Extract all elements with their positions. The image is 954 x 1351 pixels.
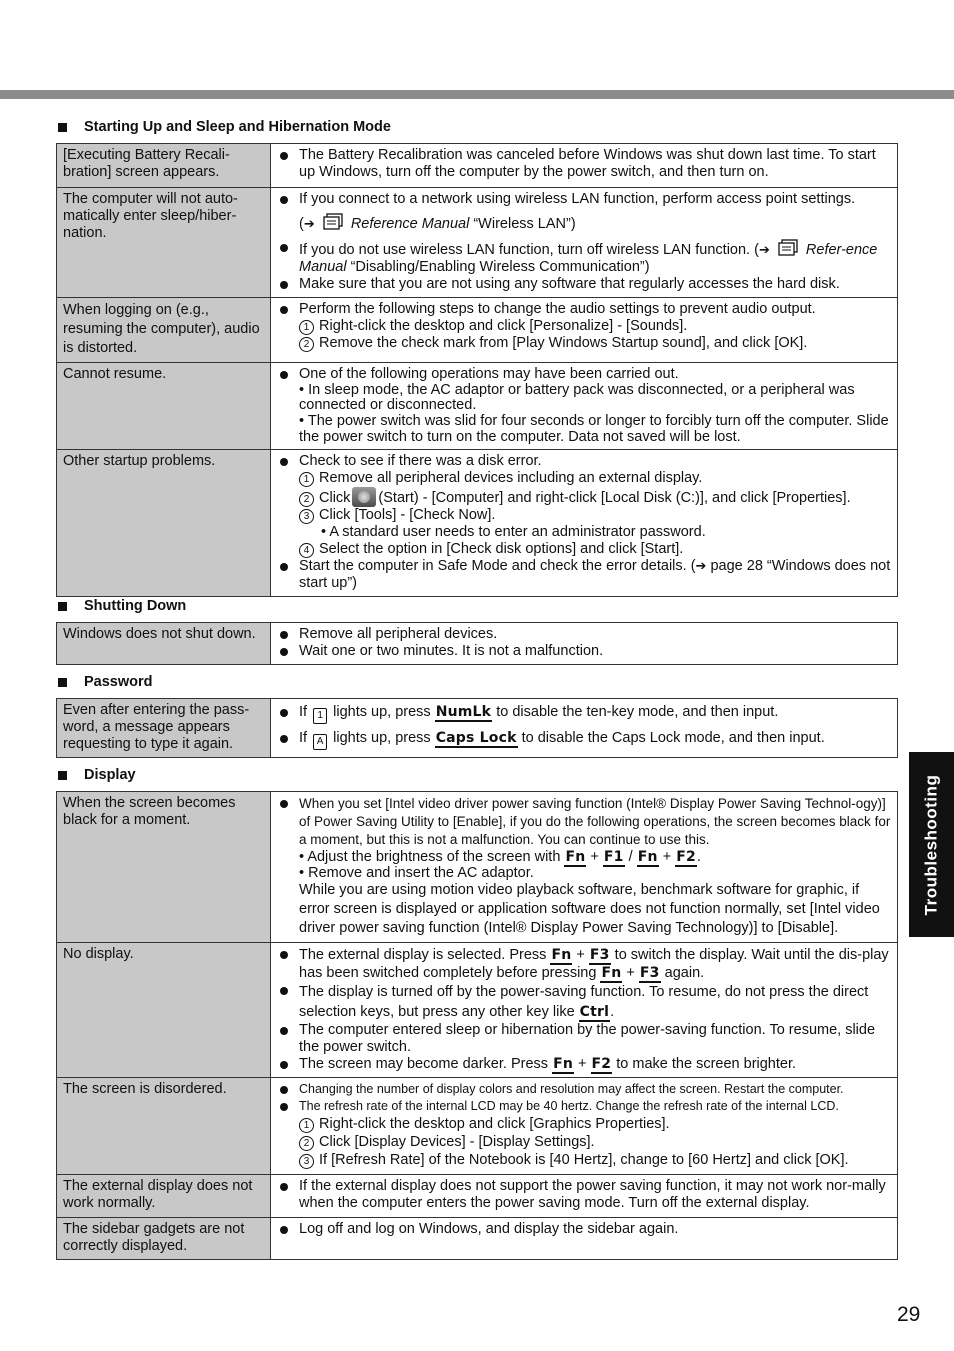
arrow-icon: ➔ bbox=[695, 559, 707, 574]
solution-cell: The Battery Recalibration was canceled before Windows was shut down last time. To start up Windows, turn off the computer by the power switch, and then turn on. bbox=[271, 144, 898, 188]
table-row bbox=[57, 144, 898, 188]
step-number: 1 bbox=[299, 472, 314, 487]
table-row bbox=[57, 188, 898, 298]
problem-cell: Windows does not shut down. bbox=[57, 623, 271, 665]
square-bullet-icon bbox=[58, 771, 67, 780]
solution-cell: Changing the number of display colors and resolution may affect the screen. Restart the computer. The refresh rate of the internal LCD may be 40 hertz. Change the refresh rate of the internal LCD. 1 Right-click the desktop and click [Graphics Properties]. 2 Click [Display Devices] - [Display Settings]. 3 If [Refresh Rate] of the Notebook is [40 Hertz], change to [60 Hertz] and click [OK]. bbox=[271, 1078, 898, 1175]
solution-cell: If 1 lights up, press NumLk to disable the ten-key mode, and then input. If A lights up, press Caps Lock to disable the Caps Lock mode, and then input. bbox=[271, 699, 898, 758]
problem-cell: [Executing Battery Recali-bration] screen appears. bbox=[57, 144, 271, 188]
display-table bbox=[56, 791, 898, 1260]
fn-key: Fn bbox=[637, 849, 658, 865]
f3-key: F3 bbox=[589, 947, 610, 963]
startup-table bbox=[56, 143, 898, 597]
fn-key: Fn bbox=[553, 1056, 573, 1072]
f1-key: F1 bbox=[603, 849, 624, 865]
square-bullet-icon bbox=[58, 602, 67, 611]
reference-manual-icon bbox=[777, 239, 799, 257]
solution-cell: Perform the following steps to change the audio settings to prevent audio output. 1 Right-click the desktop and click [Personalize] - [Sounds]. 2 Remove the check mark from [Play Windows Startup sound], and click [OK]. bbox=[271, 298, 898, 363]
fn-key: Fn bbox=[565, 849, 586, 865]
windows-start-icon bbox=[352, 487, 376, 507]
table-row bbox=[57, 1218, 898, 1260]
square-bullet-icon bbox=[58, 678, 67, 687]
section-title-display: Display bbox=[58, 767, 136, 783]
arrow-icon: ➔ bbox=[758, 243, 770, 258]
step-number: 1 bbox=[299, 320, 314, 335]
table-row bbox=[57, 298, 898, 363]
section-title-password: Password bbox=[58, 674, 153, 690]
table-row bbox=[57, 623, 898, 665]
table-row bbox=[57, 363, 898, 450]
solution-cell: Check to see if there was a disk error. 1 Remove all peripheral devices including an external display. 2 Click (Start) - [Computer] and right-click [Local Disk (C:)], and click [Properties]. 3 Click [Tools] - [Check Now]. • A standard user needs to enter an administrator password. 4 Select the option in [Check disk options] and click [Start]. Start the computer in Safe Mode and check the error details. (➔ page 28 “Windows does not start up”) bbox=[271, 450, 898, 597]
step-number: 2 bbox=[299, 492, 314, 507]
table-row bbox=[57, 1175, 898, 1218]
step-number: 4 bbox=[299, 543, 314, 558]
step-number: 2 bbox=[299, 1136, 314, 1151]
step-number: 3 bbox=[299, 1154, 314, 1169]
password-table bbox=[56, 698, 898, 758]
step-number: 3 bbox=[299, 509, 314, 524]
table-row bbox=[57, 1078, 898, 1175]
table-row bbox=[57, 699, 898, 758]
problem-cell: Other startup problems. bbox=[57, 450, 271, 597]
solution-cell: Remove all peripheral devices. Wait one or two minutes. It is not a malfunction. bbox=[271, 623, 898, 665]
numlock-indicator-icon: 1 bbox=[313, 708, 327, 724]
f2-key: F2 bbox=[676, 849, 696, 865]
section-title-startup: Starting Up and Sleep and Hibernation Mode bbox=[58, 119, 391, 135]
step-number: 1 bbox=[299, 1118, 314, 1133]
problem-cell: Even after entering the pass-word, a message appears requesting to type it again. bbox=[57, 699, 271, 758]
solution-cell: If the external display does not support the power saving function, it may not work nor-mally when the computer enters the power saving mode. Turn off the external display. bbox=[271, 1175, 898, 1218]
table-row bbox=[57, 943, 898, 1078]
table-row bbox=[57, 792, 898, 943]
shutdown-table bbox=[56, 622, 898, 665]
solution-cell: If you connect to a network using wireless LAN function, perform access point settings. (➔ Reference Manual “Wireless LAN”) If you do not use wireless LAN function, turn off wireless LAN function. (➔ Refer-ence Manual “Disabling/Enabling Wireless Communication”) Make sure that you are not using any software that regularly accesses the hard disk. bbox=[271, 188, 898, 298]
problem-cell: The sidebar gadgets are not correctly displayed. bbox=[57, 1218, 271, 1260]
solution-cell: The external display is selected. Press Fn + F3 to switch the display. Wait until the dis-play has been switched completely before pressing Fn + F3 again. The display is turned off by the power-saving function. To resume, do not press the direct selection keys, but press any other key like Ctrl. The computer entered sleep or hibernation by the power-saving function. To resume, slide the power switch. The screen may become darker. Press Fn + F2 to make the screen brighter. bbox=[271, 943, 898, 1078]
solution-cell: Log off and log on Windows, and display the sidebar again. bbox=[271, 1218, 898, 1260]
problem-cell: The external display does not work normally. bbox=[57, 1175, 271, 1218]
table-row bbox=[57, 450, 898, 597]
page-number: 29 bbox=[897, 1303, 921, 1326]
section-title-shutdown: Shutting Down bbox=[58, 598, 186, 614]
numlk-key: NumLk bbox=[435, 704, 492, 720]
capslock-indicator-icon: A bbox=[313, 734, 327, 750]
problem-cell: The computer will not auto-matically enter sleep/hiber-nation. bbox=[57, 188, 271, 298]
solution-cell: One of the following operations may have been carried out. • In sleep mode, the AC adaptor or battery pack was disconnected, or a peripheral was connected or disconnected. • The power switch was slid for four seconds or longer to forcibly turn off the computer. Slide the power switch to turn on the computer. Data not saved will be lost. bbox=[271, 363, 898, 450]
f2-key: F2 bbox=[591, 1056, 612, 1072]
problem-cell: Cannot resume. bbox=[57, 363, 271, 450]
problem-cell: When logging on (e.g., resuming the computer), audio is distorted. bbox=[57, 298, 271, 363]
caps-lock-key: Caps Lock bbox=[435, 730, 517, 746]
arrow-icon: ➔ bbox=[303, 217, 315, 232]
fn-key: Fn bbox=[601, 965, 622, 981]
reference-manual-icon bbox=[322, 213, 344, 231]
problem-cell: When the screen becomes black for a moment. bbox=[57, 792, 271, 943]
problem-cell: No display. bbox=[57, 943, 271, 1078]
f3-key: F3 bbox=[639, 965, 660, 981]
solution-cell: When you set [Intel video driver power saving function (Intel® Display Power Saving Technol-ogy)] of Power Saving Utility to [Enable], if you do the following operations, the screen becomes black for a moment, but this is not a malfunction. You can continue to use this. • Adjust the brightness of the screen with Fn + F1 / Fn + F2. • Remove and insert the AC adaptor. While you are using motion video playback software, benchmark software for graphic, if error screen is displayed or application software does not function normally, set [Intel video driver power saving function (Intel® Display Power Saving Technology)] to [Disable]. bbox=[271, 792, 898, 943]
square-bullet-icon bbox=[58, 123, 67, 132]
ctrl-key: Ctrl bbox=[579, 1004, 610, 1020]
step-number: 2 bbox=[299, 337, 314, 352]
problem-cell: The screen is disordered. bbox=[57, 1078, 271, 1175]
fn-key: Fn bbox=[551, 947, 572, 963]
header-rule bbox=[0, 90, 954, 99]
side-tab-troubleshooting: Troubleshooting bbox=[909, 752, 954, 937]
